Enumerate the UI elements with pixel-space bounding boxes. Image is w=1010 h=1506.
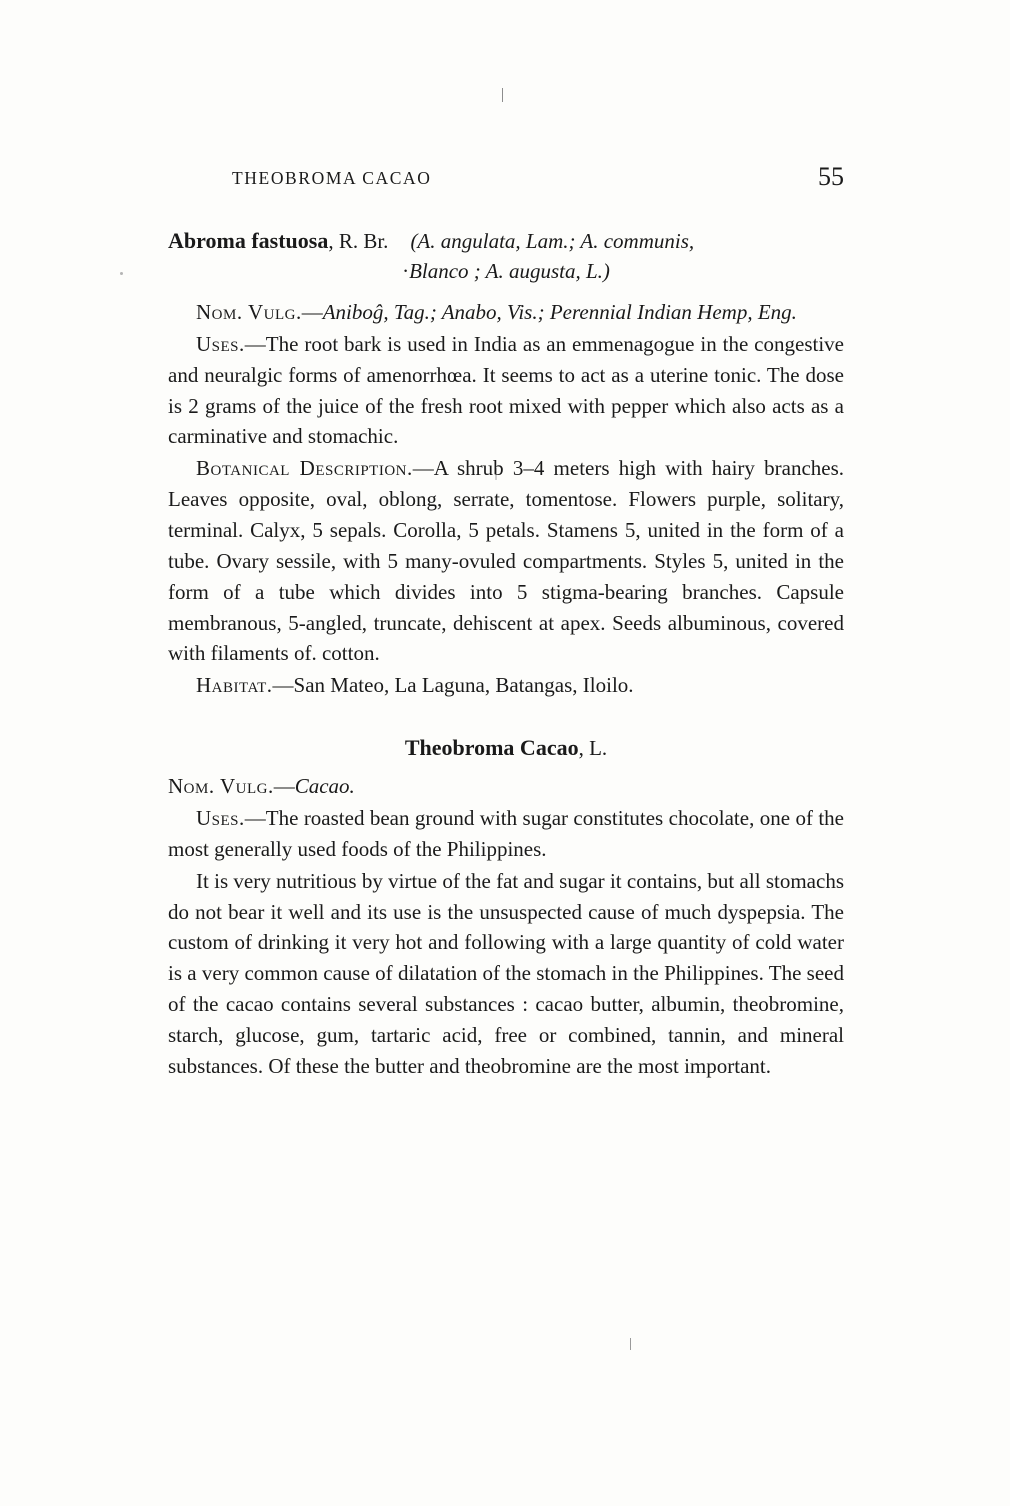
section-label: Uses. <box>196 331 245 356</box>
page-number: 55 <box>818 162 844 191</box>
scan-speck <box>120 272 123 275</box>
section-habitat-abroma <box>168 670 844 701</box>
section-botanical-description-abroma <box>168 453 844 669</box>
section-dash: — <box>244 806 266 831</box>
section-label: Habitat. <box>196 673 273 698</box>
section-label: Uses. <box>196 806 245 831</box>
section-text: Aniboĝ, Tag.; Anabo, Vis.; Perennial Indian Hemp, Eng. <box>322 300 797 325</box>
page-content <box>168 162 845 1083</box>
section-label: Botanical Description. <box>196 456 413 481</box>
species-heading-theobroma <box>168 735 844 761</box>
section-dash: — <box>272 673 294 698</box>
running-head-title: THEOBROMA CACAO <box>232 168 432 188</box>
section-dash: — <box>273 774 295 799</box>
section-text: The root bark is used in India as an emmenagogue in the congestive and neuralgic forms of amenorrhœa. It seems to act as a uterine tonic. The dose is 2 grams of the juice of the fresh root mixed with pepper which also acts as a carminative and stomachic. <box>168 331 844 449</box>
section-nom-vulg-theobroma <box>168 771 844 802</box>
section-text: The roasted bean ground with sugar constitutes chocolate, one of the most generally used foods of the Philippines. <box>168 806 844 861</box>
section-uses-theobroma <box>168 803 844 865</box>
species-synonym-line1: (A. angulata, Lam.; A. communis, <box>410 229 695 253</box>
section-text: Cacao. <box>294 774 355 799</box>
section-label: Nom. Vulg. <box>196 300 302 325</box>
section-text: San Mateo, La Laguna, Batangas, Iloilo. <box>293 673 634 698</box>
section-dash: — <box>244 331 266 356</box>
species-synonym-line2: ·Blanco ; A. augusta, L.) <box>402 258 610 283</box>
section-uses-abroma <box>168 329 844 452</box>
species-authority: , L. <box>578 736 608 761</box>
paragraph-nutrition: It is very nutritious by virtue of the fat and sugar it contains, but all stomachs do not bear it well and its use is the unsuspected cause of much dyspepsia. The custom of drinking it very hot and following with a large quantity of cold water is a very common cause of dilatation of the stomach in the Philippines. The seed of the cacao contains several substances : cacao butter, albumin, theobromine, starch, glucose, gum, tartaric acid, free or combined, tannin, and mineral substances. Of these the butter and theobromine are the most important. <box>168 868 844 1078</box>
section-text: A shrub 3–4 meters high with hairy branches. Leaves opposite, oval, oblong, serrate, tomentose. Flowers purple, solitary, terminal. Calyx, 5 sepals. Corolla, 5 petals. Stamens 5, united in the form of a tube. Ovary sessile, with 5 many-ovuled compartments. Styles 5, united in the form of a tube which divides into 5 stigma-bearing branches. Capsule membranous, 5-angled, truncate, dehiscent at apex. Seeds albuminous, covered with filaments of. cotton. <box>168 456 845 666</box>
registration-mark-top <box>502 88 503 102</box>
section-dash: — <box>301 300 323 325</box>
running-head <box>168 162 844 198</box>
registration-mark-bottom <box>630 1338 631 1350</box>
species-authority: , R. Br. <box>328 229 389 253</box>
species-heading-abroma <box>168 226 844 256</box>
section-label: Nom. Vulg. <box>168 774 274 799</box>
species-name: Abroma fastuosa <box>168 228 329 253</box>
section-dash: — <box>412 456 434 481</box>
section-nom-vulg-abroma <box>168 297 844 328</box>
species-name: Theobroma Cacao <box>404 735 579 761</box>
